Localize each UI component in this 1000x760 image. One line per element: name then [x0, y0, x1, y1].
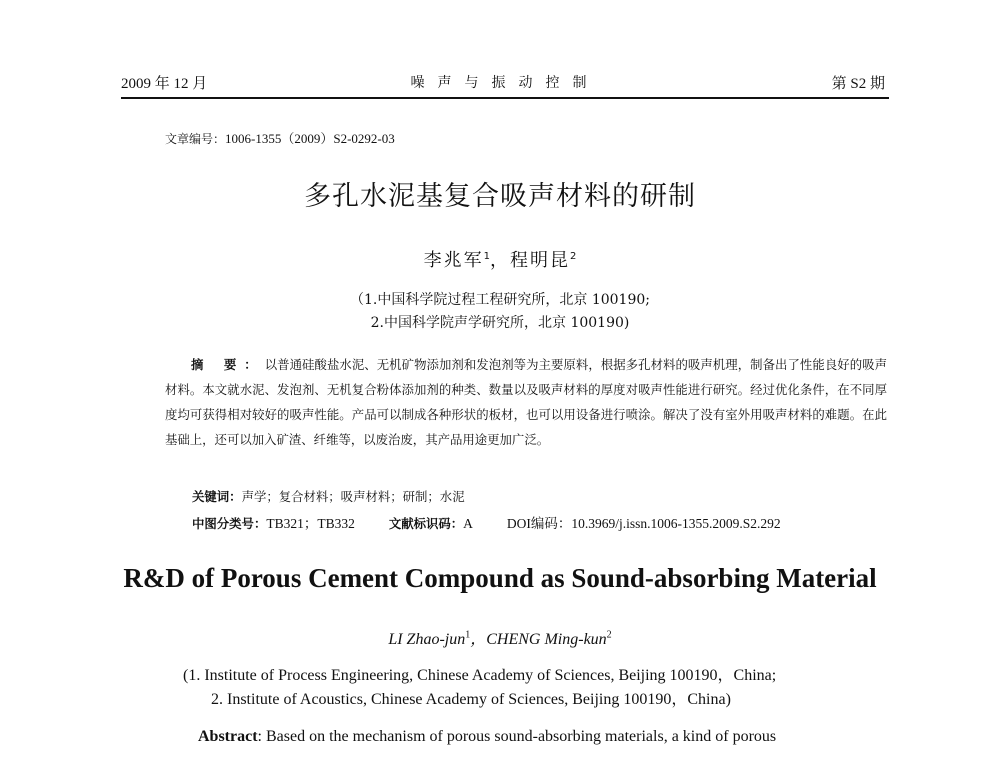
article-number	[165, 128, 395, 147]
keywords-text: 声学；复合材料；吸声材料；研制；水泥	[241, 489, 465, 504]
author-separator: ，	[490, 250, 510, 271]
abstract-english	[198, 724, 886, 750]
article-number-label: 文章编号：	[165, 132, 226, 146]
doi-value: 10.3969/j.issn.1006-1355.2009.S2.292	[571, 516, 781, 531]
author-1-affiliation-mark-en: 1	[465, 629, 471, 641]
keywords-chinese	[192, 487, 465, 505]
abstract-chinese	[165, 352, 887, 452]
header-date: 2009 年 12 月	[121, 76, 208, 92]
author-1-name: 李兆军	[423, 250, 484, 271]
doc-code-label: 文献标识码：	[388, 516, 464, 531]
author-2-affiliation-mark: 2	[570, 251, 577, 262]
abstract-english-text: : Based on the mechanism of porous sound-absorbing materials, a kind of porous	[257, 728, 777, 745]
author-2-name-en: CHENG Ming-kun	[486, 631, 607, 648]
header-issue: 第 S2 期	[831, 76, 885, 92]
author-2-name: 程明昆	[510, 250, 570, 271]
affiliation-english-2: 2. Institute of Acoustics, Chinese Academy of Sciences, Beijing 100190，China)	[211, 691, 731, 708]
clc-value: TB321；TB332	[266, 516, 355, 531]
affiliation-chinese-1: （1.中国科学院过程工程研究所，北京 100190;	[350, 292, 650, 308]
doi-label: DOI编码：	[506, 516, 572, 531]
abstract-english-label: Abstract	[198, 728, 258, 745]
affiliation-chinese-2: 2.中国科学院声学研究所，北京 100190)	[370, 315, 630, 331]
authors-chinese	[0, 246, 1000, 272]
abstract-chinese-label: 摘 要：	[191, 357, 265, 372]
author-separator-en: ，	[470, 631, 487, 648]
abstract-chinese-text: 以普通硅酸盐水泥、无机矿物添加剂和发泡剂等为主要原料，根据多孔材料的吸声机理，制备出了性能良好的吸声材料。本文就水泥、发泡剂、无机复合粉体添加剂的种类、数量以及吸声材料的厚度对吸声性能进行研究。经过优化条件，在不同厚度均可获得相对较好的吸声性能。产品可以制成各种形状的板材，也可以用设备进行喷涂。解决了没有室外用吸声材料的难题。在此基础上，还可以加入矿渣、纤维等，以废治废，其产品用途更加广泛。	[165, 357, 887, 447]
classification-line	[192, 512, 892, 532]
clc-label: 中图分类号：	[192, 516, 267, 531]
title-english: R&D of Porous Cement Compound as Sound-absorbing Material	[123, 563, 877, 593]
running-header	[121, 72, 889, 98]
header-journal-name: 噪声与振动控制	[410, 75, 600, 91]
affiliation-english-1: (1. Institute of Process Engineering, Chinese Academy of Sciences, Beijing 100190，China;	[183, 667, 777, 684]
article-number-value: 1006-1355（2009）S2-0292-03	[225, 131, 395, 146]
authors-english	[0, 626, 1000, 649]
author-2-affiliation-mark-en: 2	[606, 629, 612, 641]
author-1-name-en: LI Zhao-jun	[388, 631, 466, 648]
doc-code-value: A	[463, 516, 473, 531]
header-rule	[121, 97, 889, 99]
title-chinese: 多孔水泥基复合吸声材料的研制	[304, 181, 696, 212]
author-1-affiliation-mark: 1	[483, 251, 490, 262]
keywords-label: 关键词：	[192, 489, 242, 504]
